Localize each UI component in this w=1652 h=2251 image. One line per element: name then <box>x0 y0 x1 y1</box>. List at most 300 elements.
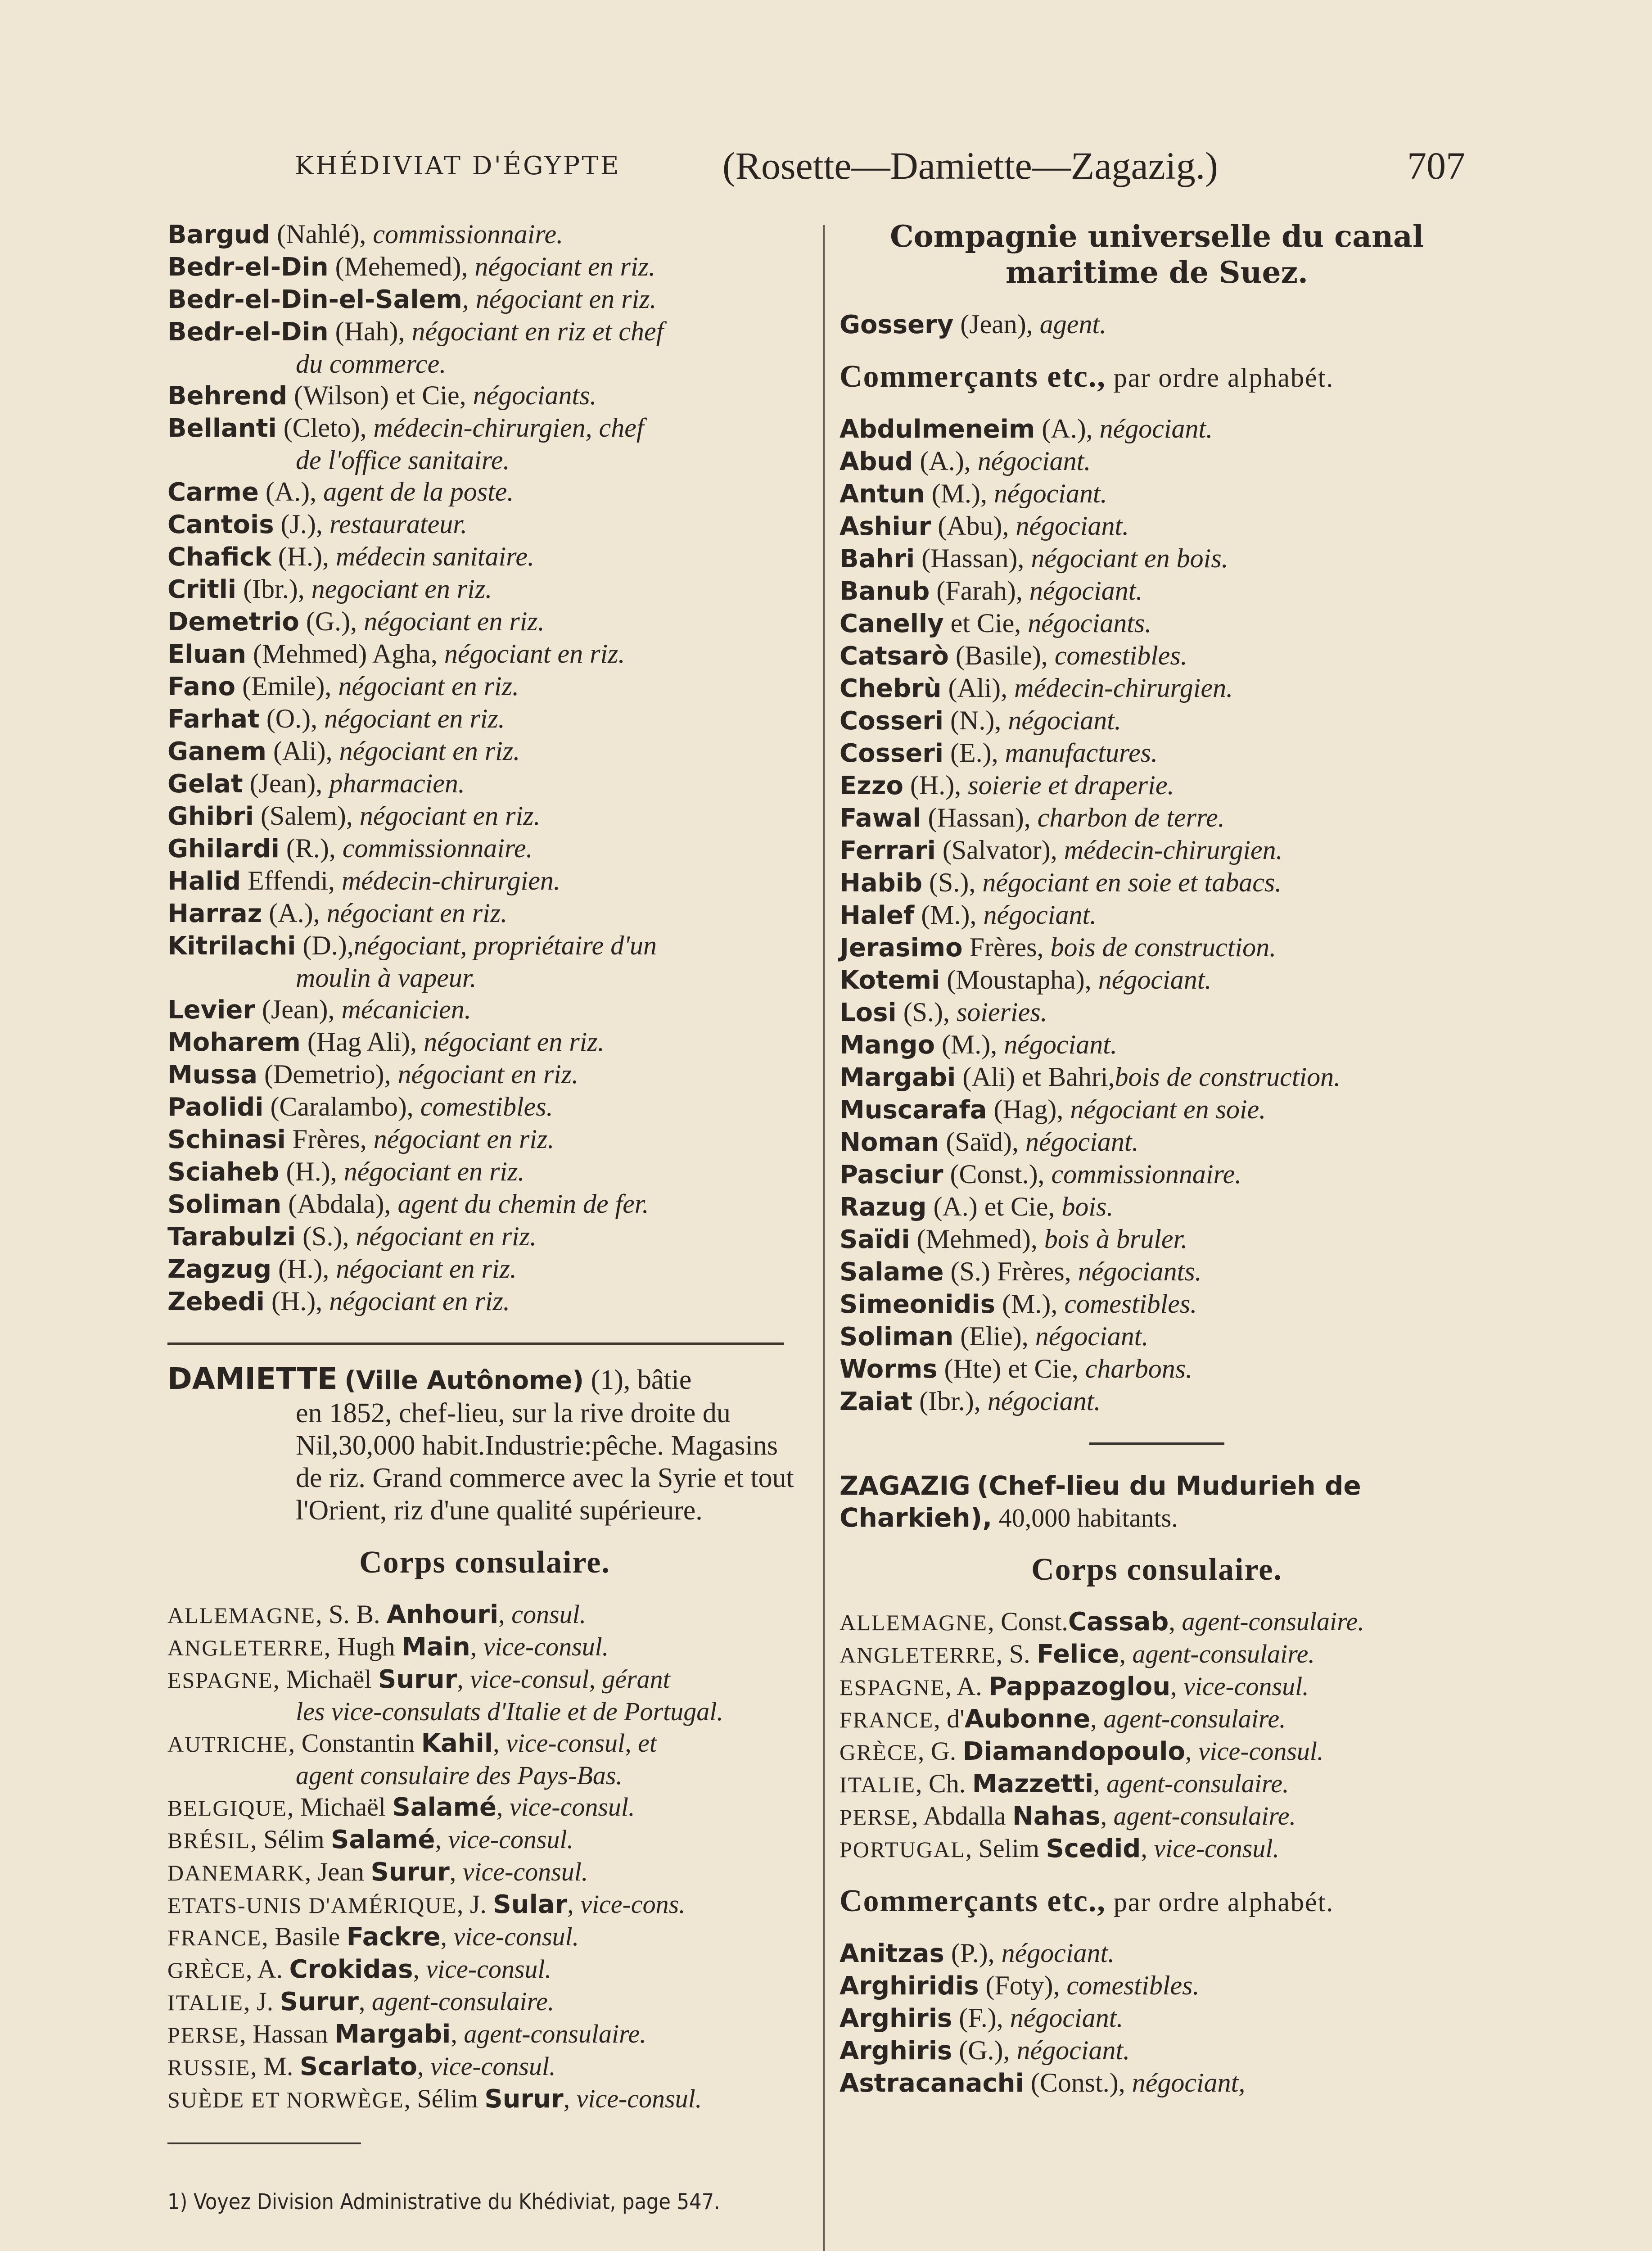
list-item <box>167 638 802 670</box>
entry-details: (R.), <box>279 833 343 863</box>
entry-details: (Elie), <box>953 1321 1035 1351</box>
consul-title: vice-consul. <box>462 1857 588 1886</box>
consul-title: consul. <box>511 1600 587 1629</box>
entry-details: (Hassan), <box>921 803 1038 832</box>
entry-occupation: agent du chemin de fer. <box>397 1189 649 1219</box>
entry-occupation: négociant. <box>1016 2035 1130 2065</box>
list-item <box>840 1937 1474 1970</box>
separator: , <box>496 1792 510 1822</box>
entry-details: (Mehmed), <box>910 1224 1044 1254</box>
entry-name: Arghiridis <box>840 1971 979 2001</box>
header-places: (Rosette—Damiette—Zagazig.) <box>722 144 1218 187</box>
consul-title: agent-consulaire. <box>464 2019 646 2048</box>
consul-country: DANEMARK <box>167 1860 305 1885</box>
entry-name: Farhat <box>167 705 260 734</box>
consul-name: Scedid <box>1046 1834 1141 1863</box>
entry-details: (P.), <box>944 1938 1002 1968</box>
entry-name: Halef <box>840 901 915 930</box>
entry-details: (Salem), <box>253 801 360 831</box>
list-item <box>840 2067 1474 2099</box>
entry-details: (A.), <box>913 446 978 476</box>
entry-occupation: négociant. <box>1001 1938 1115 1968</box>
consul-entry <box>167 1824 802 1856</box>
entry-name: Schinasi <box>167 1125 286 1154</box>
consul-country: PERSE <box>840 1804 912 1830</box>
separator: , <box>1093 1769 1107 1798</box>
entry-occupation: négociant. <box>1008 705 1121 735</box>
separator: , <box>1141 1834 1154 1863</box>
consul-country: FRANCE <box>167 1925 262 1950</box>
footnote-rule <box>167 2143 361 2144</box>
entry-details: , <box>462 284 476 314</box>
entry-details: (H.), <box>903 770 968 800</box>
entry-name: Ashiur <box>840 512 931 541</box>
list-item <box>167 800 802 832</box>
consul-title: vice-consul. <box>430 2052 556 2081</box>
entry-details: (Emile), <box>235 671 339 701</box>
entry-details: (Basile), <box>948 641 1055 670</box>
entry-name: Kotemi <box>840 966 940 995</box>
consul-entry <box>840 1671 1474 1703</box>
entry-occupation: négociant en riz. <box>424 1027 605 1057</box>
entry-details: (D.), <box>296 931 354 960</box>
damiette-description: DAMIETTE (Ville Autônome) (1), bâtie en 1852, chef-lieu, sur la rive droite du Nil,30,000 habit.Industrie:pêche. Magasins de riz. Grand commerce avec la Syrie et tout l'Orient, riz d'une qualité supérieure. <box>167 1363 802 1527</box>
entry-name: Mango <box>840 1031 935 1060</box>
entry-name: Tarabulzi <box>167 1222 296 1252</box>
consul-firstname: , Abdalla <box>912 1801 1012 1831</box>
entry-continuation: moulin à vapeur. <box>296 963 477 993</box>
entry-occupation: bois. <box>1061 1192 1114 1221</box>
list-item <box>840 899 1474 931</box>
consul-country: AUTRICHE <box>167 1731 289 1757</box>
consul-country: ITALIE <box>840 1772 916 1797</box>
entry-occupation: commissionnaire. <box>342 833 533 863</box>
entry-name: Ferrari <box>840 836 936 865</box>
list-item <box>840 964 1474 996</box>
entry-details: (A.), <box>262 898 327 928</box>
consul-entry <box>167 1953 802 1986</box>
consul-name: Salamé <box>392 1793 497 1822</box>
consul-firstname: , Constantin <box>288 1728 421 1758</box>
entry-occupation: négociant en riz. <box>336 1254 517 1284</box>
entry-continuation: du commerce. <box>296 349 447 379</box>
consul-title: vice-consul. <box>448 1825 574 1854</box>
consul-title: agent-consulaire. <box>1113 1801 1296 1831</box>
list-item <box>167 1253 802 1285</box>
consul-name: Margabi <box>334 2020 451 2049</box>
company-title: Compagnie universelle du canal maritime de Suez. <box>890 219 1424 290</box>
separator: , <box>1100 1801 1114 1831</box>
consul-firstname: , Sélim <box>250 1825 331 1854</box>
entry-details: (S.), <box>296 1221 356 1251</box>
list-item <box>167 994 802 1026</box>
commercants-heading-zagazig: Commerçants etc., par ordre alphabét. <box>840 1884 1334 1918</box>
entry-details: (Hag), <box>987 1094 1070 1124</box>
entry-occupation: bois de construction. <box>1050 932 1277 962</box>
entry-occupation: comestibles. <box>1054 641 1187 670</box>
entry-details: (Moustapha), <box>940 965 1098 994</box>
entry-name: Bargud <box>167 220 271 249</box>
entry-occupation: negociant en riz. <box>311 574 492 604</box>
consul-continuation: les vice-consulats d'Italie et de Portugal. <box>296 1697 723 1726</box>
consul-firstname: , G. <box>917 1736 963 1766</box>
consul-name: Felice <box>1037 1640 1119 1669</box>
entry-name: Chafick <box>167 542 271 572</box>
separator: , <box>493 1728 506 1758</box>
right-column <box>840 218 1474 2099</box>
entry-name: Halid <box>167 867 241 896</box>
separator: , <box>1169 1607 1182 1636</box>
consul-name: Anhouri <box>387 1600 499 1629</box>
consul-country: ANGLETERRE <box>840 1642 996 1668</box>
entry-occupation: négociant en riz. <box>444 639 625 669</box>
separator: , <box>1185 1736 1198 1766</box>
entry-occupation: médecin-chirurgien. <box>1014 673 1233 703</box>
entry-occupation: médecin-chirurgien. <box>1064 835 1283 865</box>
entry-occupation: négociant. <box>1098 965 1212 994</box>
entry-details: (M.), <box>995 1289 1065 1319</box>
entry-name: Abud <box>840 447 913 476</box>
consul-firstname: , Hugh <box>324 1632 402 1661</box>
consul-firstname: , M. <box>250 2052 300 2081</box>
consul-entry <box>840 1800 1474 1833</box>
entry-occupation: négociant en riz. <box>324 704 505 733</box>
entry-occupation: médecin-chirurgien. <box>341 866 560 895</box>
entry-occupation: négociant. <box>1025 1127 1139 1157</box>
zagazig-merchant-list <box>840 1937 1474 2099</box>
entry-name: Behrend <box>167 381 288 411</box>
column-divider <box>823 225 825 2251</box>
consul-title: vice-consul. <box>1183 1672 1309 1701</box>
consul-country: ITALIE <box>167 1990 244 2015</box>
list-item <box>167 316 802 380</box>
list-item <box>167 832 802 865</box>
entry-name: Arghiris <box>840 2036 952 2066</box>
consul-entry <box>167 1631 802 1663</box>
city-text: en 1852, chef-lieu, sur la rive droite du Nil,30,000 habit.Industrie:pêche. Magasins de riz. Grand commerce avec la Syrie et tout l'Orient, riz d'une qualité supérieure. <box>296 1398 794 1526</box>
entry-name: Ghibri <box>167 802 254 831</box>
entry-details: (Hte) et Cie, <box>937 1354 1085 1383</box>
list-item <box>167 380 802 412</box>
consul-title: vice-consul. <box>426 1954 552 1984</box>
list-item <box>167 573 802 606</box>
consul-country: ALLEMAGNE <box>840 1610 988 1635</box>
entry-name: Cosseri <box>840 739 944 768</box>
entry-name: Eluan <box>167 640 246 669</box>
separator: , <box>498 1600 512 1629</box>
entry-occupation: négociant en riz. <box>364 606 545 636</box>
entry-occupation: négociant en soie. <box>1070 1094 1266 1124</box>
entry-details: (Ali), <box>266 736 339 766</box>
entry-occupation: négociant en riz et chef <box>411 316 664 346</box>
entry-details: Frères, <box>285 1124 374 1154</box>
entry-name: Mussa <box>167 1060 258 1089</box>
consul-name: Surur <box>378 1665 457 1694</box>
entry-name: Carme <box>167 478 259 507</box>
consul-heading: Corps consulaire. <box>359 1545 610 1580</box>
entry-name: Zagzug <box>167 1255 272 1284</box>
entry-occupation: mécanicien. <box>341 994 471 1024</box>
consul-entry <box>167 1856 802 1889</box>
entry-name: Losi <box>840 998 897 1027</box>
consul-name: Aubonne <box>964 1704 1091 1734</box>
entry-name: Habib <box>840 868 923 898</box>
list-item <box>840 834 1474 867</box>
entry-name: Saïdi <box>840 1225 910 1254</box>
entry-details: (A.), <box>1035 414 1100 443</box>
consul-firstname: , S. B. <box>316 1600 387 1629</box>
separator: , <box>449 1857 463 1886</box>
entry-occupation: négociant. <box>977 446 1091 476</box>
consul-title: agent-consulaire. <box>1182 1607 1364 1636</box>
entry-occupation: négociant. <box>1010 2003 1124 2033</box>
entry-details: (Farah), <box>930 576 1029 606</box>
entry-name: Abdulmeneim <box>840 415 1035 444</box>
entry-occupation: négociant. <box>1029 576 1143 606</box>
list-item <box>840 1158 1474 1191</box>
entry-occupation: bois de construction. <box>1115 1062 1341 1092</box>
zagazig-description: ZAGAZIG (Chef-lieu du Mudurieh de Charkieh), 40,000 habitants. <box>840 1470 1361 1533</box>
entry-occupation: négociant, <box>1132 2068 1246 2097</box>
entry-occupation: négociant en bois. <box>1031 543 1228 573</box>
entry-name: Levier <box>167 995 255 1025</box>
entry-occupation: commissionnaire. <box>373 219 564 249</box>
entry-name: Paolidi <box>167 1093 264 1122</box>
list-item <box>167 606 802 638</box>
consul-name: Surur <box>280 1987 359 2016</box>
entry-details: Effendi, <box>241 866 342 895</box>
consul-title: agent-consulaire. <box>1103 1704 1286 1733</box>
consul-name: Surur <box>370 1858 450 1887</box>
separator: , <box>457 1664 470 1694</box>
entry-details: (Const.), <box>943 1159 1052 1189</box>
list-item <box>167 735 802 768</box>
consul-entry <box>167 2018 802 2051</box>
entry-details: (H.), <box>271 1254 336 1284</box>
consul-name: Main <box>402 1632 470 1662</box>
entry-occupation: négociant. <box>1099 414 1213 443</box>
entry-name: Catsarò <box>840 642 949 671</box>
entry-name: Muscarafa <box>840 1095 987 1125</box>
list-item <box>167 412 802 476</box>
list-item <box>840 1126 1474 1158</box>
entry-occupation: charbon de terre. <box>1037 803 1225 832</box>
entry-details: (H.), <box>279 1157 344 1186</box>
separator: , <box>417 2052 431 2081</box>
list-item <box>840 931 1474 964</box>
section-rule <box>167 1342 784 1345</box>
consul-title: agent-consulaire. <box>371 1987 555 2016</box>
consul-entry <box>167 2051 802 2083</box>
list-item <box>167 476 802 508</box>
entry-name: Cosseri <box>840 706 944 736</box>
entry-occupation: négociant en riz. <box>343 1157 525 1186</box>
consul-firstname: , Basile <box>262 1922 347 1951</box>
entry-name: Anitzas <box>840 1939 944 1968</box>
entry-name: Ezzo <box>840 771 903 800</box>
rosette-merchant-list <box>167 218 802 1318</box>
entry-details: (Ali), <box>941 673 1015 703</box>
entry-occupation: négociant en riz. <box>326 898 508 928</box>
entry-details: (N.), <box>943 705 1008 735</box>
entry-details: (Ibr.), <box>912 1386 988 1416</box>
entry-occupation: négociant en riz. <box>339 736 520 766</box>
entry-occupation: médecin-chirurgien, chef <box>373 413 644 443</box>
consul-name: Surur <box>484 2084 564 2114</box>
entry-details: (G.), <box>299 606 364 636</box>
consul-country: BELGIQUE <box>167 1795 287 1821</box>
entry-details: (Jean), <box>243 768 329 798</box>
entry-details: (Hag Ali), <box>300 1027 424 1057</box>
entry-occupation: agent de la poste. <box>323 477 514 506</box>
consul-title: vice-consul. <box>1198 1736 1324 1766</box>
consul-name: Crokidas <box>289 1955 413 1984</box>
entry-occupation: négociant en riz. <box>397 1059 579 1089</box>
list-item <box>840 1320 1474 1353</box>
entry-name: Bellanti <box>167 414 277 443</box>
consul-title: vice-cons. <box>580 1889 686 1919</box>
page-number: 707 <box>1407 144 1465 187</box>
entry-name: Fawal <box>840 804 921 833</box>
consul-name: Fackre <box>346 1922 441 1952</box>
consul-name: Kahil <box>421 1729 493 1758</box>
entry-name: Soliman <box>167 1190 282 1219</box>
entry-name: Margabi <box>840 1063 956 1092</box>
consul-firstname: , J. <box>456 1889 493 1919</box>
entry-name: Sciaheb <box>167 1157 280 1187</box>
entry-details: (Hah), <box>328 316 412 346</box>
list-item <box>840 1223 1474 1256</box>
consul-title: vice-consul. <box>453 1922 579 1951</box>
list-item <box>840 705 1474 737</box>
consul-name: Cassab <box>1068 1607 1169 1636</box>
consul-firstname: , A. <box>245 1954 289 1984</box>
entry-name: Gelat <box>167 769 243 799</box>
entry-name: Antun <box>840 479 925 509</box>
entry-continuation: de l'office sanitaire. <box>296 445 510 475</box>
list-item <box>167 897 802 930</box>
entry-details: (Foty), <box>979 1971 1067 2000</box>
entry-details: (M.), <box>914 900 984 930</box>
consul-firstname: , Sélim <box>404 2084 485 2113</box>
separator: , <box>1090 1704 1104 1733</box>
separator: , <box>435 1825 448 1854</box>
consul-country: ESPAGNE <box>840 1675 945 1700</box>
list-item <box>167 1220 802 1253</box>
consul-title: vice-consul. <box>509 1792 635 1822</box>
consul-entry <box>840 1638 1474 1671</box>
entry-occupation: négociant en riz. <box>474 252 656 281</box>
list-item <box>840 1094 1474 1126</box>
consul-title: vice-consul. <box>576 2084 702 2113</box>
section-rule <box>1089 1442 1224 1445</box>
list-item <box>167 930 802 994</box>
entry-occupation: comestibles. <box>420 1092 553 1121</box>
entry-details: (H.), <box>264 1286 329 1316</box>
consul-country: PERSE <box>167 2022 240 2048</box>
consul-country: GRÈCE <box>840 1740 918 1765</box>
list-item <box>167 703 802 735</box>
entry-occupation: négociant. <box>987 1386 1101 1416</box>
consul-title: vice-consul. <box>483 1632 609 1661</box>
consul-title: vice-consul. <box>1154 1834 1279 1863</box>
consul-name: Scarlato <box>299 2052 418 2081</box>
entry-details: (S.), <box>922 868 983 897</box>
list-item <box>840 1256 1474 1288</box>
entry-occupation: commissionnaire. <box>1051 1159 1242 1189</box>
entry-occupation: négociant en riz. <box>475 284 657 314</box>
entry-details: (S.), <box>896 997 957 1027</box>
entry-name: Zebedi <box>167 1287 265 1316</box>
entry-details: (Abdala), <box>281 1189 398 1219</box>
entry-name: Fano <box>167 672 236 701</box>
consul-firstname: , Hassan <box>239 2019 335 2048</box>
entry-details: (Wilson) et Cie, <box>287 380 473 410</box>
left-column <box>167 218 802 2215</box>
city-status: (Ville Autônome) <box>344 1366 584 1395</box>
list-item <box>167 1091 802 1123</box>
entry-name: Arghiris <box>840 2004 952 2033</box>
footnote: 1) Voyez Division Administrative du Khédiviat, page 547. <box>167 2189 720 2215</box>
consul-country: ANGLETERRE <box>167 1635 324 1660</box>
consul-entry <box>167 2083 802 2115</box>
entry-name: Ganem <box>167 737 266 766</box>
entry-details: (Caralambo), <box>263 1092 420 1121</box>
entry-name: Bedr-el-Din <box>167 253 329 282</box>
entry-occupation: restaurateur. <box>329 509 467 539</box>
list-item <box>840 478 1474 510</box>
list-item <box>840 1191 1474 1223</box>
entry-name: Ghilardi <box>167 834 280 863</box>
separator: , <box>1170 1672 1184 1701</box>
consul-firstname: , Selim <box>965 1834 1046 1863</box>
zagazig-consul-list <box>840 1606 1474 1865</box>
entry-details: (Jean), <box>255 994 342 1024</box>
entry-details: (Mehemed), <box>328 252 475 281</box>
entry-details: (A.), <box>258 477 324 506</box>
consul-country: SUÈDE ET NORWÈGE <box>167 2087 404 2112</box>
list-item <box>167 1188 802 1220</box>
entry-name: Harraz <box>167 899 262 928</box>
entry-occupation: négociant en soie et tabacs. <box>982 868 1282 897</box>
entry-occupation: négociant. <box>1004 1030 1117 1059</box>
list-item <box>840 575 1474 607</box>
damiette-merchant-list <box>840 413 1474 1418</box>
entry-occupation: négociant, propriétaire d'un <box>353 931 657 960</box>
consul-list <box>167 1599 802 2115</box>
list-item <box>840 2034 1474 2067</box>
consul-entry <box>840 1833 1474 1865</box>
list-item <box>167 508 802 541</box>
consul-title: vice-consul, gérant <box>470 1664 670 1694</box>
consul-firstname: , Ch. <box>916 1769 972 1798</box>
entry-name: Pasciur <box>840 1160 943 1189</box>
consul-country: ESPAGNE <box>167 1668 273 1693</box>
entry-details: (Saïd), <box>939 1127 1025 1157</box>
consul-country: ALLEMAGNE <box>167 1603 316 1628</box>
list-item <box>840 445 1474 478</box>
consul-entry <box>167 1599 802 1631</box>
entry-details: (Mehmed) Agha, <box>246 639 444 669</box>
commercants-heading: Commerçants etc., par ordre alphabét. <box>840 359 1334 394</box>
entry-details: (Cleto), <box>276 413 374 443</box>
running-title: KHÉDIVIAT D'ÉGYPTE <box>295 151 621 181</box>
entry-occupation: négociant en riz. <box>359 801 541 831</box>
consul-title: vice-consul, et <box>506 1728 657 1758</box>
entry-name: Canelly <box>840 609 944 638</box>
entry-occupation: comestibles. <box>1066 1971 1200 2000</box>
separator: , <box>567 1889 581 1919</box>
